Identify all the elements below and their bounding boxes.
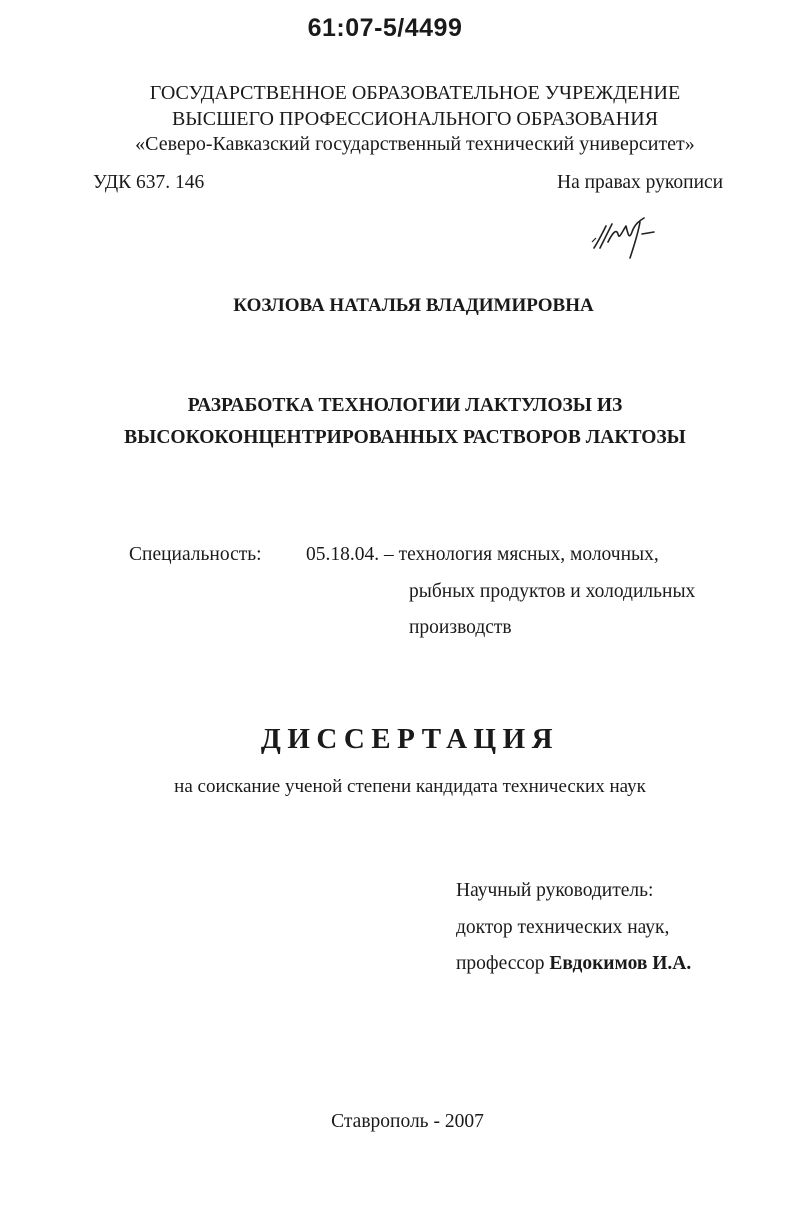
archive-stamp: 61:07-5/4499 bbox=[307, 14, 463, 42]
udk-code: УДК 637. 146 bbox=[93, 172, 205, 193]
document-type: ДИССЕРТАЦИЯ bbox=[260, 723, 560, 755]
author-name: КОЗЛОВА НАТАЛЬЯ ВЛАДИМИРОВНА bbox=[233, 295, 594, 316]
institution-line-1: ГОСУДАРСТВЕННОЕ ОБРАЗОВАТЕЛЬНОЕ УЧРЕЖДЕНИЕ bbox=[149, 82, 681, 104]
rights-note: На правах рукописи bbox=[557, 172, 724, 193]
signature bbox=[588, 212, 658, 262]
supervisor-title: профессор bbox=[456, 953, 545, 974]
institution-line-2: ВЫСШЕГО ПРОФЕССИОНАЛЬНОГО ОБРАЗОВАНИЯ bbox=[171, 108, 659, 130]
supervisor-title-name bbox=[456, 953, 691, 975]
supervisor-name: Евдокимов И.А. bbox=[549, 953, 692, 974]
degree-statement: на соискание ученой степени кандидата технических наук bbox=[174, 776, 646, 797]
specialty-label: Специальность: bbox=[129, 544, 262, 565]
supervisor-label: Научный руководитель: bbox=[456, 880, 654, 901]
specialty-line-2: рыбных продуктов и холодильных bbox=[409, 581, 696, 602]
specialty-line-3: производств bbox=[409, 617, 512, 638]
specialty-line-1: 05.18.04. – технология мясных, молочных, bbox=[306, 544, 659, 565]
thesis-title-line-2: ВЫСОКОКОНЦЕНТРИРОВАННЫХ РАСТВОРОВ ЛАКТОЗЫ bbox=[124, 427, 686, 448]
thesis-title-line-1: РАЗРАБОТКА ТЕХНОЛОГИИ ЛАКТУЛОЗЫ ИЗ bbox=[187, 395, 623, 416]
supervisor-degree: доктор технических наук, bbox=[456, 917, 670, 938]
city-year: Ставрополь - 2007 bbox=[331, 1111, 484, 1132]
institution-line-3: «Северо-Кавказский государственный технический университет» bbox=[135, 133, 695, 155]
